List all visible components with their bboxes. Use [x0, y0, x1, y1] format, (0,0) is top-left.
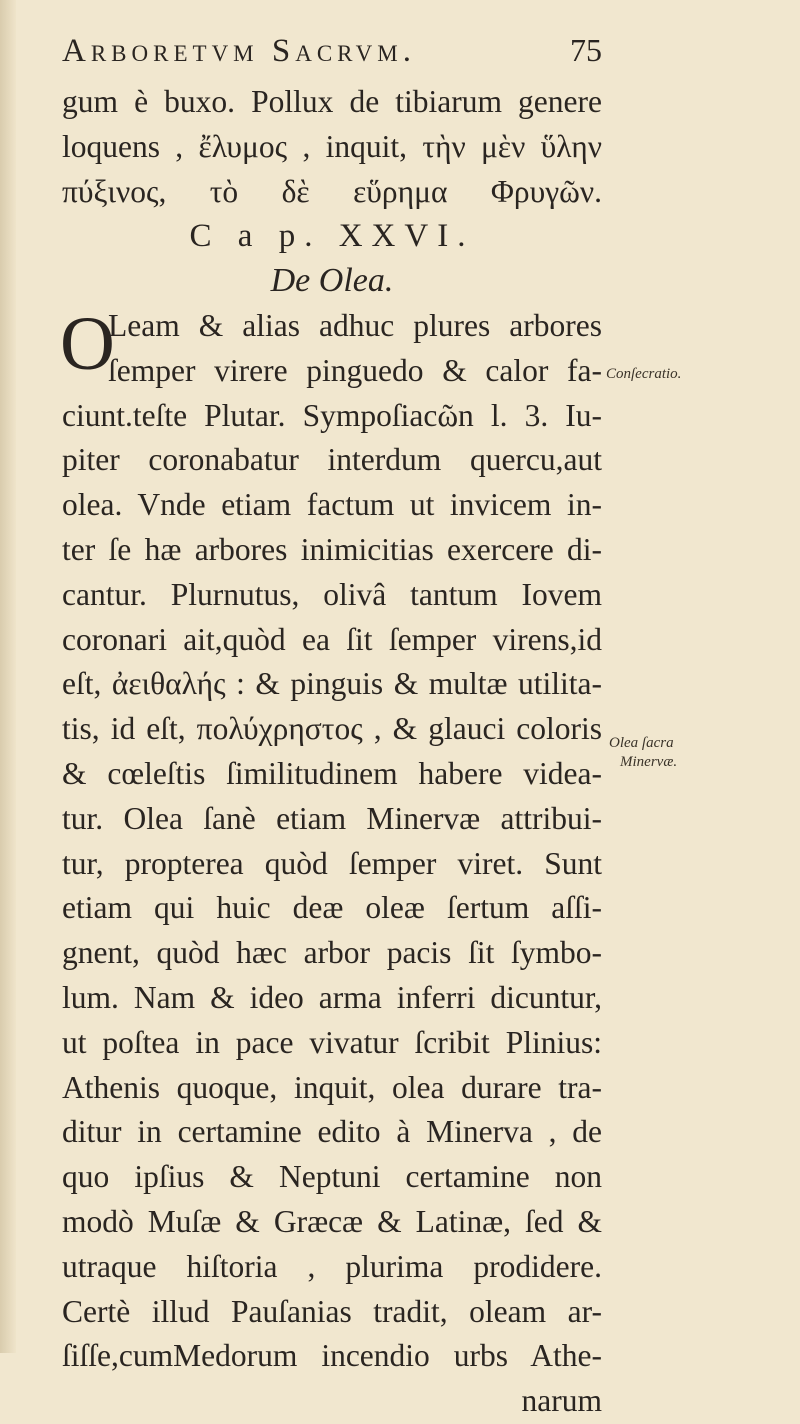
text-line-content: Leam & alias adhuc plures arbores: [108, 307, 602, 343]
text-line: ter ſe hæ arbores inimicitias exercere di-: [62, 531, 602, 567]
text-line: loquens , ἔλυμος , inquit, τὴν μὲν ὕλην: [62, 128, 602, 164]
text-line: quo ipſius & Neptuni certamine non: [62, 1159, 602, 1195]
text-line: ditur in certamine edito à Minerva , de: [62, 1114, 602, 1150]
page-number: 75: [570, 32, 602, 68]
running-header: [62, 32, 602, 70]
text-line: Athenis quoque, inquit, olea durare tra-: [62, 1069, 602, 1105]
text-line: & cœleſtis ſimilitudinem habere videa-: [62, 755, 602, 791]
page-text: [62, 80, 602, 1424]
body-paragraph: [62, 394, 602, 1380]
margin-note-minervae: Minervæ.: [620, 754, 678, 770]
text-line: etiam qui huic deæ oleæ ſertum aſſi-: [62, 890, 602, 926]
text-line: gum è buxo. Pollux de tibiarum genere: [62, 84, 602, 119]
text-line: tis, id eſt, πολύχρηστος , & glauci coloris: [62, 711, 602, 747]
text-line: utraque hiſtoria , plurima prodidere.: [62, 1248, 602, 1284]
text-line: modò Muſæ & Græcæ & Latinæ, ſed &: [62, 1203, 602, 1239]
text-line: cantur. Plurnutus, olivâ tantum Iovem: [62, 576, 602, 612]
text-line: gnent, quòd hæc arbor pacis ſit ſymbo-: [62, 935, 602, 971]
text-line: tur, propterea quòd ſemper viret. Sunt: [62, 845, 602, 881]
page-edge: [0, 0, 16, 1353]
running-title: Arboretvm Sacrvm.: [62, 33, 416, 69]
text-line: ut poſtea in pace vivatur ſcribit Plinius:: [62, 1024, 602, 1060]
chapter-heading: C a p. XXVI.: [189, 218, 475, 255]
text-line: ſemper virere pinguedo & calor fa-: [108, 352, 602, 388]
section-title: De Olea.: [270, 262, 394, 300]
text-line: tur. Olea ſanè etiam Minervæ attribui-: [62, 800, 602, 836]
catchword-line: narum: [521, 1383, 602, 1419]
margin-note-olea-sacra: Olea ſacra: [609, 735, 674, 751]
text-line: piter coronabatur interdum quercu,aut: [62, 442, 602, 478]
text-line: πύξινος, τὸ δὲ εὕρημα Φρυγῶν.: [62, 173, 602, 209]
drop-cap: O: [60, 301, 115, 386]
text-line: ciunt.teſte Plutar. Sympoſiacῶn l. 3. Iu-: [62, 397, 602, 433]
text-line: coronari ait,quòd ea ſit ſemper virens,id: [62, 621, 602, 657]
margin-note-consecratio: Conſecratio.: [606, 366, 682, 382]
text-line: lum. Nam & ideo arma inferri dicuntur,: [62, 979, 602, 1015]
text-line: eſt, ἀειθαλής : & pinguis & multæ utilita-: [62, 666, 602, 702]
text-line: olea. Vnde etiam factum ut invicem in-: [62, 487, 602, 523]
text-line: Certè illud Pauſanias tradit, oleam ar-: [62, 1293, 602, 1329]
text-line: ſiſſe,cumMedorum incendio urbs Athe-: [62, 1338, 602, 1374]
